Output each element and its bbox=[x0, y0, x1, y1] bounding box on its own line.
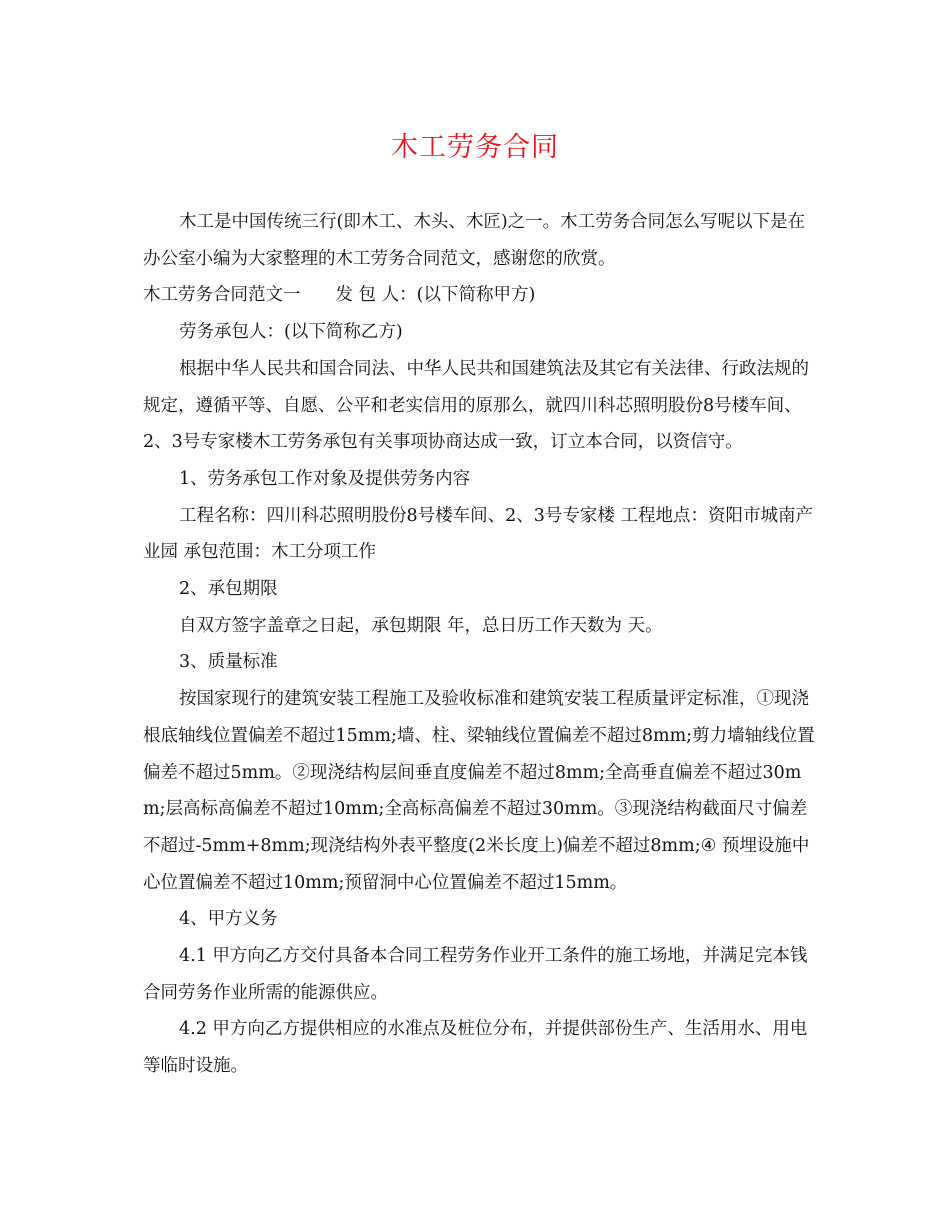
paragraph-intro: 木工是中国传统三行(即木工、木头、木匠)之一。木工劳务合同怎么写呢以下是在办公室小编为大家整理的木工劳务合同范文，感谢您的欣赏。 bbox=[143, 212, 806, 269]
section-heading-3: 3、质量标准 bbox=[179, 652, 278, 673]
paragraph-project-info: 工程名称：四川科芯照明股份8号楼车间、2、3号专家楼 工程地点：资阳市城南产业园 承包范围：木工分项工作 bbox=[143, 505, 813, 563]
paragraph-contract-heading: 木工劳务合同范文一 发 包 人：(以下简称甲方) bbox=[143, 285, 536, 306]
paragraph-clause-4-1: 4.1 甲方向乙方交付具备本合同工程劳务作业开工条件的施工场地，并满足完本钱合同劳务作业所需的能源供应。 bbox=[143, 946, 808, 1003]
paragraph-period: 自双方签字盖章之日起，承包期限 年，总日历工作天数为 天。 bbox=[179, 615, 663, 636]
document-body bbox=[143, 204, 815, 1085]
paragraph-clause-4-2: 4.2 甲方向乙方提供相应的水准点及桩位分布，并提供部份生产、生活用水、用电等临时设施。 bbox=[143, 1019, 808, 1077]
section-heading-1: 1、劳务承包工作对象及提供劳务内容 bbox=[179, 468, 471, 489]
paragraph-quality: 按国家现行的建筑安装工程施工及验收标准和建筑安装工程质量评定标准，①现浇根底轴线位置偏差不超过15mm;墙、柱、梁轴线位置偏差不超过8mm;剪力墙轴线位置偏差不超过5mm。②现浇结构层间垂直度偏差不超过8mm;全高垂直偏差不超过30mm;层高标高偏差不超过10mm;全高标高偏差不超过30mm。③现浇结构截面尺寸偏差不超过-5mm+8mm;现浇结构外表平整度(2米长度上)偏差不超过8mm;④ 预埋设施中心位置偏差不超过10mm;预留洞中心位置偏差不超过15mm。 bbox=[143, 689, 815, 893]
paragraph-contractor: 劳务承包人：(以下简称乙方) bbox=[179, 322, 403, 343]
section-heading-2: 2、承包期限 bbox=[179, 579, 278, 600]
paragraph-legal-basis: 根据中华人民共和国合同法、中华人民共和国建筑法及其它有关法律、行政法规的规定，遵循平等、自愿、公平和老实信用的原那么，就四川科芯照明股份8号楼车间、2、3号专家楼木工劳务承包有关事项协商达成一致，订立本合同，以资信守。 bbox=[143, 358, 809, 453]
section-heading-4: 4、甲方义务 bbox=[179, 909, 278, 930]
document-title: 木工劳务合同 bbox=[391, 132, 559, 163]
